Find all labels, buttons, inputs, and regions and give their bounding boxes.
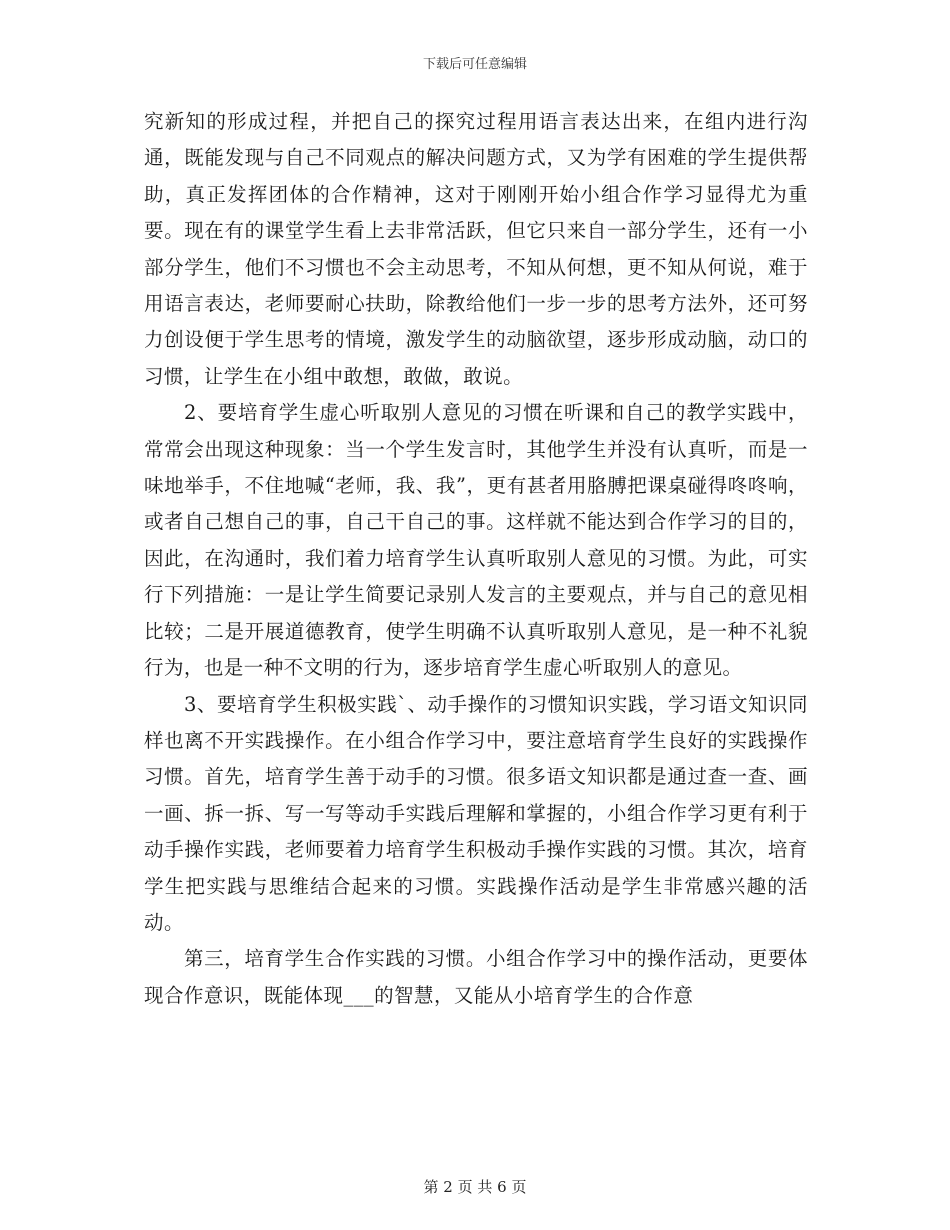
paragraph-item-2: 2、要培育学生虚心听取别人意见的习惯在听课和自己的教学实践中，常常会出现这种现象：当一个学生发言时，其他学生并没有认真听，而是一味地举手，不住地喊“老师，我、我”，更有甚者用胳膊把课桌碰得咚咚响，或者自己想自己的事，自己干自己的事。这样就不能达到合作学习的目的，因此，在沟通时，我们着力培育学生认真听取别人意见的习惯。为此，可实行下列措施：一是让学生简要记录别人发言的主要观点，并与自己的意见相比较；二是开展道德教育，使学生明确不认真听取别人意见，是一种不礼貌行为，也是一种不文明的行为，逐步培育学生虚心听取别人的意见。 bbox=[144, 401, 808, 680]
paragraph-third: 第三，培育学生合作实践的习惯。小组合作学习中的操作活动，更要体现合作意识，既能体现___的智慧，又能从小培育学生的合作意 bbox=[144, 947, 808, 1007]
document-body bbox=[144, 104, 808, 1014]
paragraph-continuation: 究新知的形成过程，并把自己的探究过程用语言表达出来，在组内进行沟通，既能发现与自己不同观点的解决问题方式，又为学有困难的学生提供帮助，真正发挥团体的合作精神，这对于刚刚开始小组合作学习显得尤为重要。现在有的课堂学生看上去非常活跃，但它只来自一部分学生，还有一小部分学生，他们不习惯也不会主动思考，不知从何想，更不知从何说，难于用语言表达，老师要耐心扶助，除教给他们一步一步的思考方法外，还可努力创设便于学生思考的情境，激发学生的动脑欲望，逐步形成动脑，动口的习惯，让学生在小组中敢想，敢做，敢说。 bbox=[144, 110, 808, 388]
page-number-footer: 第 2 页 共 6 页 bbox=[423, 1178, 527, 1196]
page-header-note: 下载后可任意编辑 bbox=[422, 57, 527, 72]
paragraph-item-3: 3、要培育学生积极实践`、动手操作的习惯知识实践，学习语文知识同样也离不开实践操作。在小组合作学习中，要注意培育学生良好的实践操作习惯。首先，培育学生善于动手的习惯。很多语文知识都是通过查一查、画一画、拆一拆、写一写等动手实践后理解和掌握的，小组合作学习更有利于动手操作实践，老师要着力培育学生积极动手操作实践的习惯。其次，培育学生把实践与思维结合起来的习惯。实践操作活动是学生非常感兴趣的活动。 bbox=[144, 692, 808, 934]
